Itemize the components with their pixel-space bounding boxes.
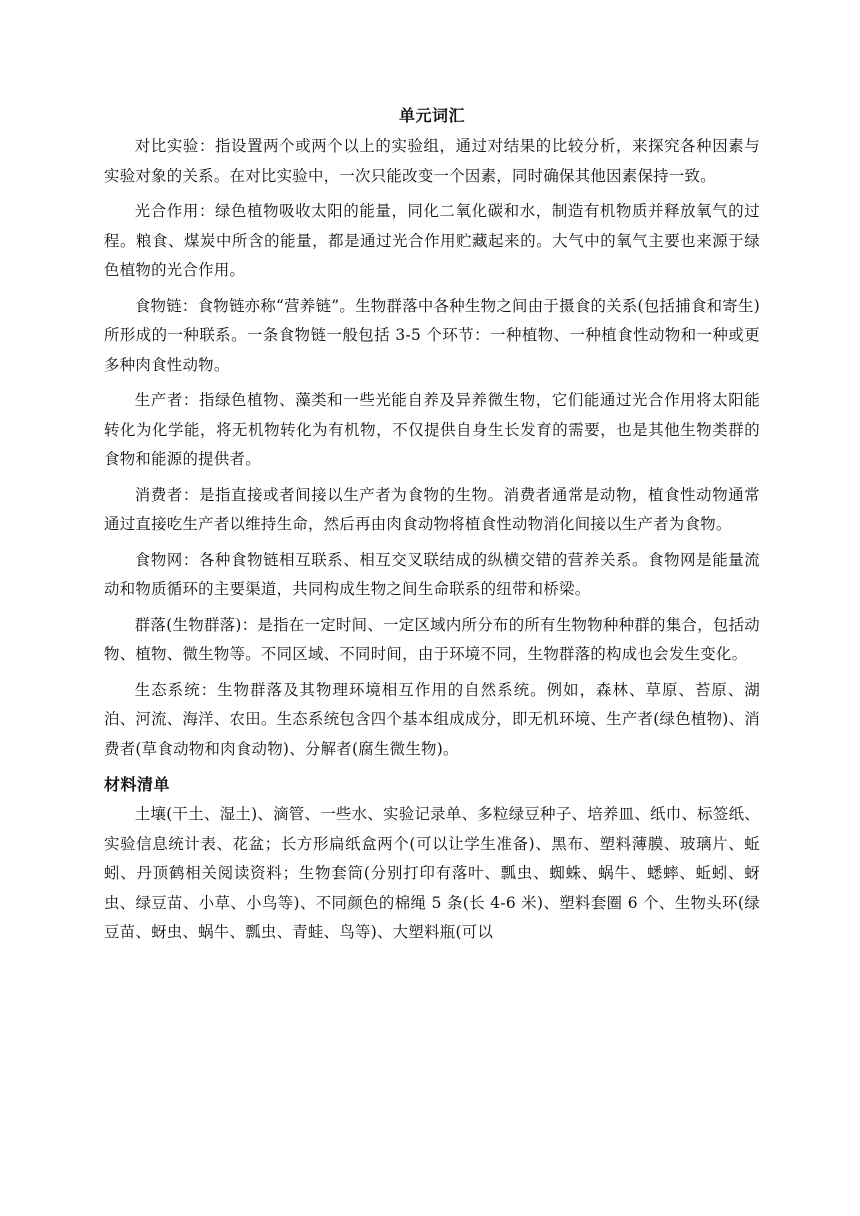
vocab-term: 群落(生物群落) [134, 615, 242, 634]
vocab-entry [104, 132, 760, 191]
materials-text: 土壤(干土、湿土)、滴管、一些水、实验记录单、多粒绿豆种子、培养皿、纸巾、标签纸、实验信息统计表、花盆；长方形扁纸盒两个(可以让学生准备)、黑布、塑料薄膜、玻璃片、蚯蚓、丹顶鹤相关阅读资料；生物套筒(分别打印有落叶、瓢虫、蜘蛛、蜗牛、蟋蟀、蚯蚓、蚜虫、绿豆苗、小草、小鸟等)、不同颜色的棉绳 5 条(长 4-6 米)、塑料套圈 6 个、生物头环(绿豆苗、蚜虫、蜗牛、瓢虫、青蛙、鸟等)、大塑料瓶(可以 [104, 805, 760, 941]
vocab-entry [104, 197, 760, 286]
vocab-definition: ：指设置两个或两个以上的实验组，通过对结果的比较分析，来探究各种因素与实验对象的关系。在对比实验中，一次只能改变一个因素，同时确保其他因素保持一致。 [104, 137, 760, 185]
vocab-definition: ：食物链亦称“营养链”。生物群落中各种生物之间由于摄食的关系(包括捕食和寄生)所形成的一种联系。一条食物链一般包括 3-5 个环节：一种植物、一种植食性动物和一种或更多种肉食性动物。 [104, 296, 760, 374]
vocab-entry [104, 481, 760, 540]
vocab-term: 生态系统 [134, 680, 201, 699]
vocab-definition: ：绿色植物吸收太阳的能量，同化二氧化碳和水，制造有机物质并释放氧气的过程。粮食、煤炭中所含的能量，都是通过光合作用贮藏起来的。大气中的氧气主要也来源于绿色植物的光合作用。 [104, 202, 760, 279]
vocab-definition: ：生物群落及其物理环境相互作用的自然系统。例如，森林、草原、苔原、湖泊、河流、海洋、农田。生态系统包含四个基本组成成分，即无机环境、生产者(绿色植物)、消费者(草食动物和肉食动物)、分解者(腐生微生物)。 [104, 680, 761, 758]
vocab-definition: ：各种食物链相互联系、相互交叉联结成的纵横交错的营养关系。食物网是能量流动和物质循环的主要渠道，共同构成生物之间生命联系的纽带和桥梁。 [104, 550, 760, 598]
vocab-definition: ：是指在一定时间、一定区域内所分布的所有生物物种种群的集合，包括动物、植物、微生物等。不同区域、不同时间，由于环境不同，生物群落的构成也会发生变化。 [104, 615, 760, 663]
vocab-entry [104, 676, 760, 765]
vocab-term: 生产者 [134, 391, 183, 409]
vocab-entry [104, 292, 760, 381]
vocab-term: 食物链 [134, 296, 182, 315]
document-page [104, 104, 760, 954]
vocab-entry [104, 386, 760, 475]
vocab-entry [104, 546, 760, 605]
vocab-term: 对比实验 [134, 137, 199, 155]
materials-heading: 材料清单 [104, 775, 171, 794]
page-title: 单元词汇 [398, 106, 465, 125]
vocab-term: 消费者 [134, 485, 183, 504]
vocab-entry [104, 611, 760, 670]
vocab-definition: ：是指直接或者间接以生产者为食物的生物。消费者通常是动物，植食性动物通常通过直接吃生产者以维持生命，然后再由肉食动物将植食性动物消化间接以生产者为食物。 [104, 485, 760, 533]
vocabulary-list [104, 132, 760, 764]
vocab-definition: ：指绿色植物、藻类和一些光能自养及异养微生物，它们能通过光合作用将太阳能转化为化学能，将无机物转化为有机物，不仅提供自身生长发育的需要，也是其他生物类群的食物和能源的提供者。 [104, 391, 760, 468]
vocab-term: 光合作用 [134, 202, 199, 220]
vocab-term: 食物网 [134, 550, 183, 569]
